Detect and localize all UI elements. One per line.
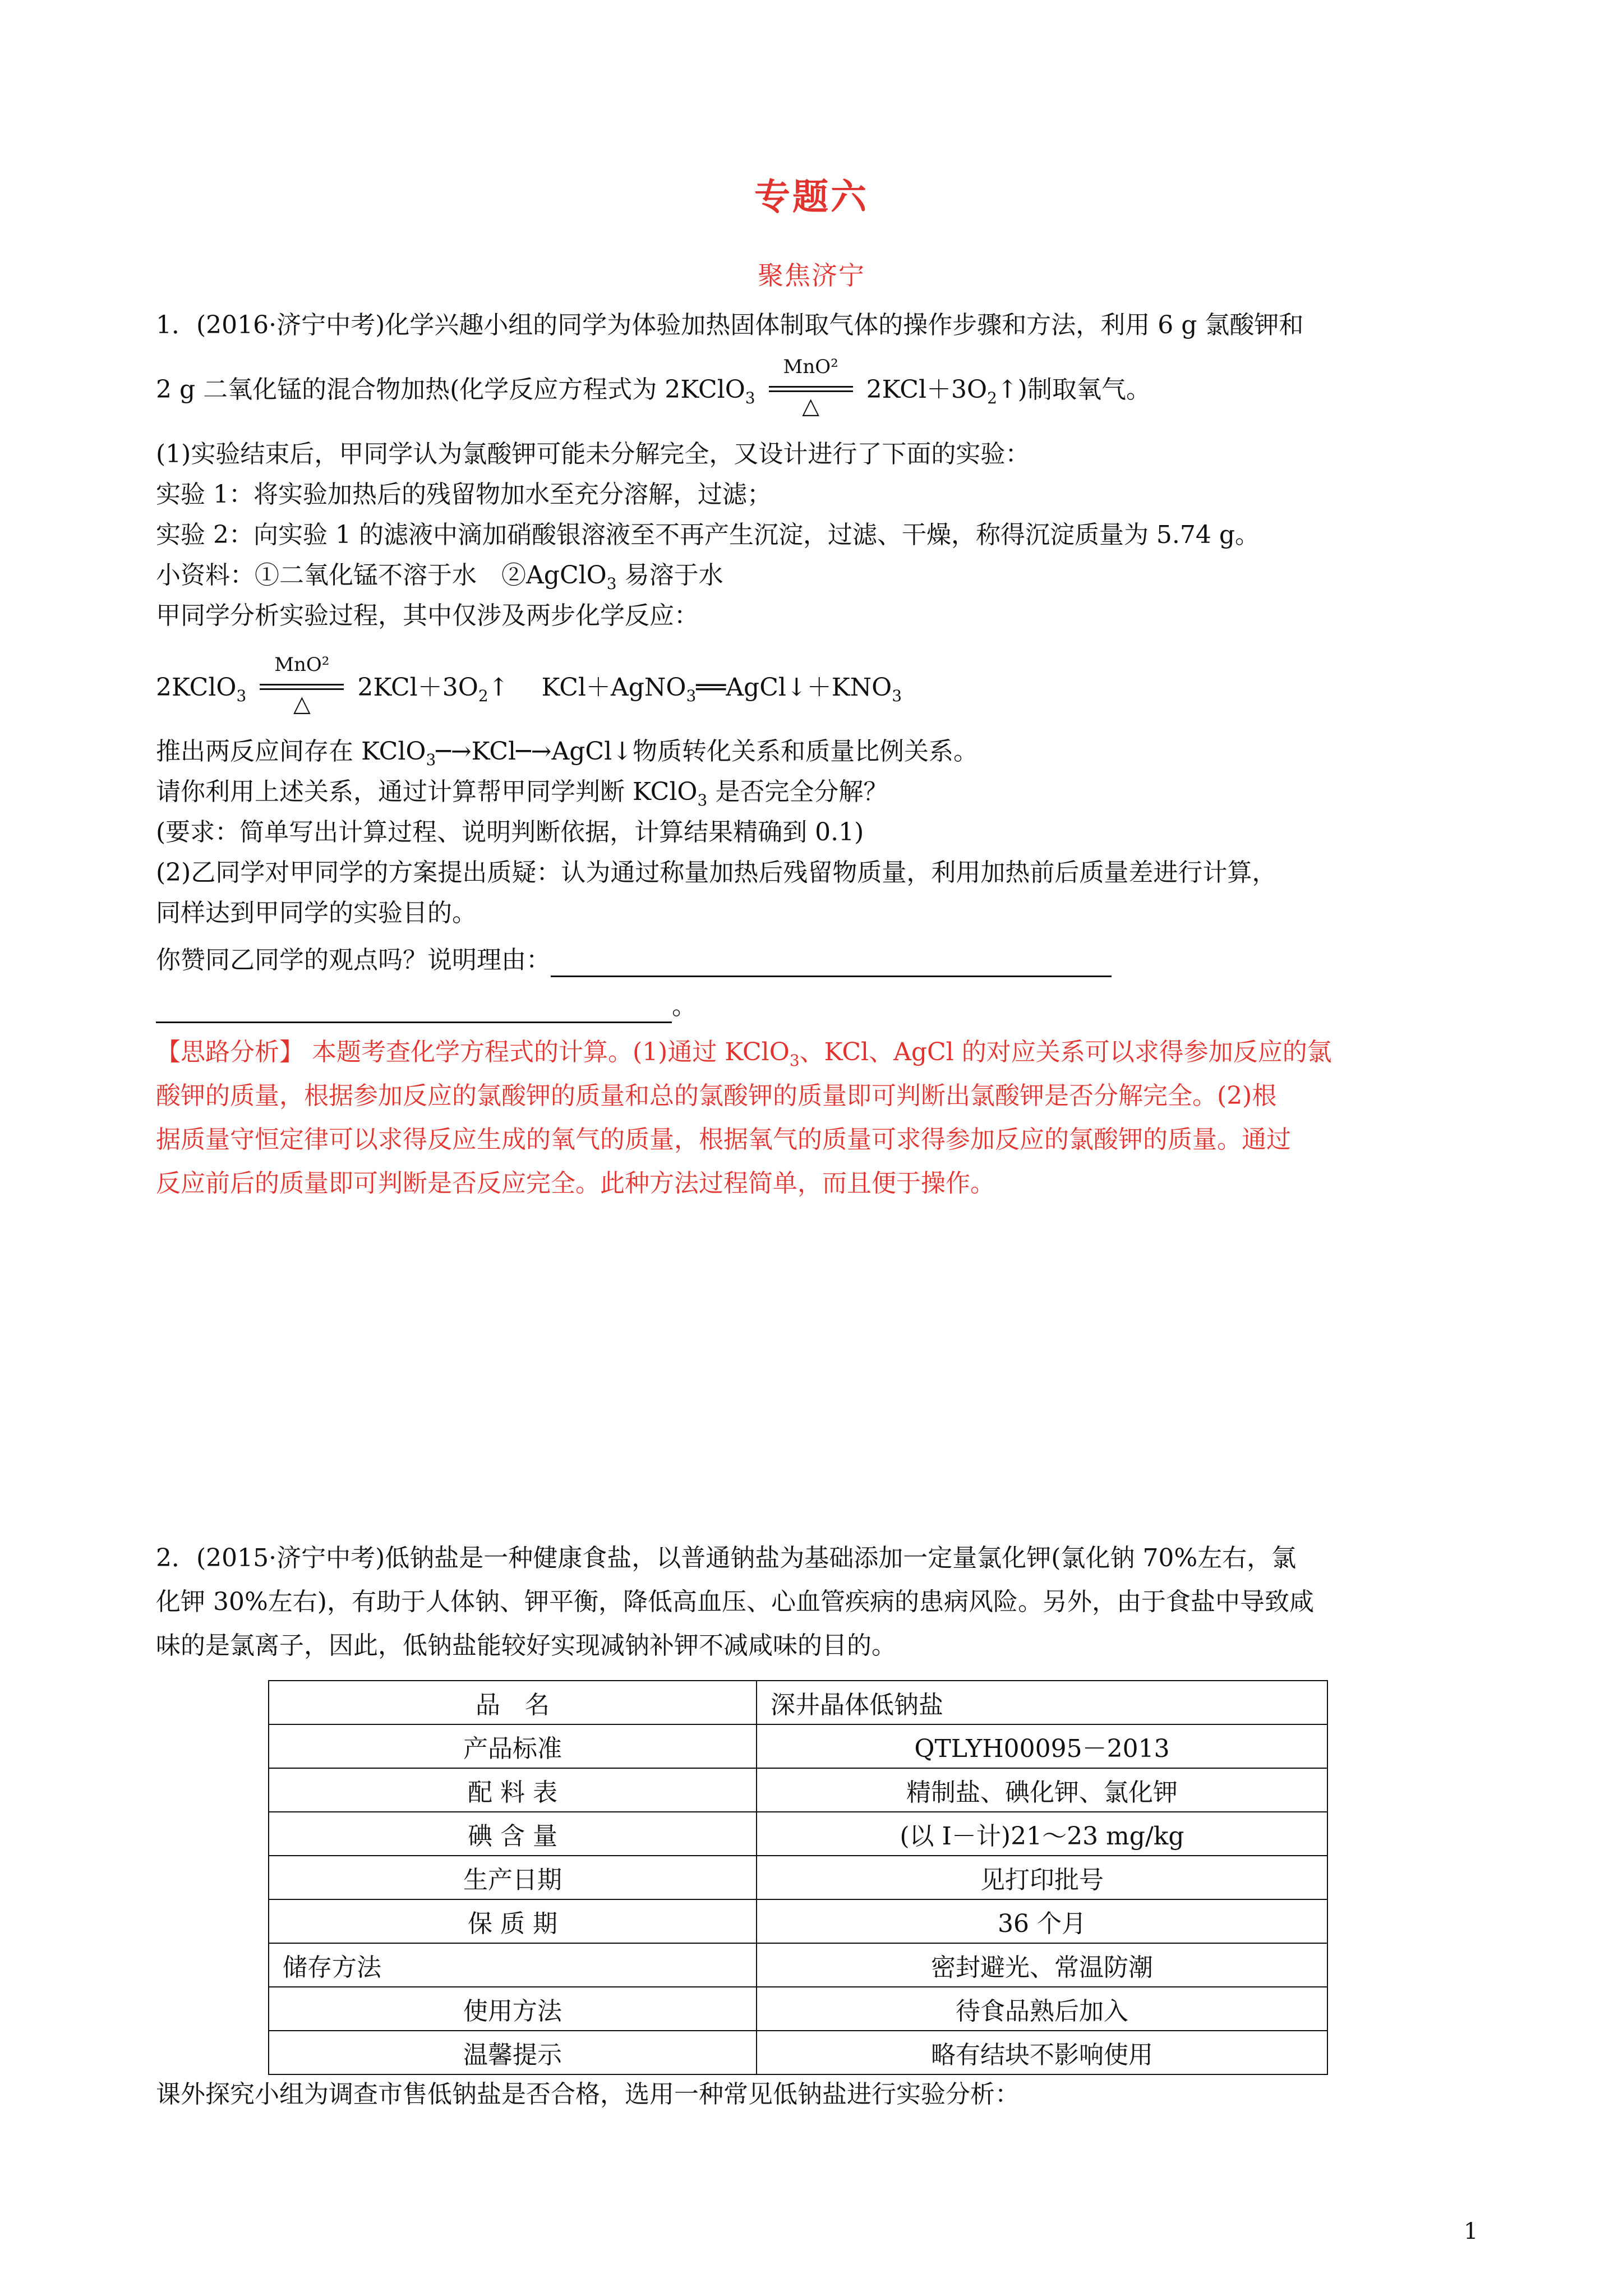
q1-relation: 推出两反应间存在 KClO$_3$─→KCl─→AgCl↓物质转化关系和质量比例关系。	[156, 737, 979, 769]
q2-line3: 味的是氯离子，因此，低钠盐能较好实现减钠补钾不减咸味的目的。	[156, 1631, 896, 1660]
q1-experiment1: 实验 1：将实验加热后的残留物加水至充分溶解，过滤；	[156, 480, 772, 509]
table-cell: 密封避光、常温防潮	[757, 1943, 1327, 1987]
table-cell: 产品标准	[269, 1724, 757, 1768]
table-cell: 品 名	[269, 1681, 757, 1724]
table-row	[269, 1899, 1327, 1943]
q2-line2: 化钾 30%左右)，有助于人体钠、钾平衡，降低高血压、心血管疾病的患病风险。另外，由于食盐中导致咸	[156, 1588, 1314, 1616]
q2-after-table: 课外探究小组为调查市售低钠盐是否合格，选用一种常见低钠盐进行实验分析：	[156, 2080, 1020, 2109]
q1-question: 请你利用上述关系，通过计算帮甲同学判断 KClO$_3$ 是否完全分解？	[156, 777, 888, 809]
table-cell: 精制盐、碘化钾、氯化钾	[757, 1768, 1327, 1812]
table-row	[269, 1724, 1327, 1768]
table-cell: (以 I－计)21～23 mg/kg	[757, 1812, 1327, 1856]
analysis-line3: 据质量守恒定律可以求得反应生成的氧气的质量，根据氧气的质量可求得参加反应的氯酸钾的质量。通过	[156, 1125, 1291, 1154]
reaction-condition: MnO² △	[769, 375, 853, 408]
q1-equations: 2KClO$_3$ MnO² △ $2KCl+3O_2↑$ $KCl+AgNO_3══AgCl↓+KNO_3$	[156, 653, 902, 717]
table-cell: 待食品熟后加入	[757, 1987, 1327, 2031]
table-cell: 36 个月	[757, 1899, 1327, 1943]
q1-opinion-continued: 。	[156, 990, 1485, 1023]
q1-part1: (1)实验结束后，甲同学认为氯酸钾可能未分解完全，又设计进行了下面的实验：	[156, 440, 1030, 468]
table-row	[269, 1768, 1327, 1812]
q1-intro-line2: 2 g 二氧化锰的混合物加热(化学反应方程式为 2KClO$_3$ MnO² △ $2KCl+3O_2↑$)制取氧气。	[156, 355, 1151, 419]
table-row	[269, 2031, 1327, 2074]
q1-intro-line1: 1．(2016·济宁中考)化学兴趣小组的同学为体验加热固体制取气体的操作步骤和方法，利用 6 g 氯酸钾和	[156, 311, 1304, 339]
table-cell: 略有结块不影响使用	[757, 2031, 1327, 2074]
table-row	[269, 1812, 1327, 1856]
q2-line1: 2．(2015·济宁中考)低钠盐是一种健康食盐，以普通钠盐为基础添加一定量氯化钾(氯化钠 70%左右，氯	[156, 1544, 1297, 1572]
q1-part2-line1: (2)乙同学对甲同学的方案提出质疑：认为通过称量加热后残留物质量，利用加热前后质量差进行计算，	[156, 858, 1277, 887]
table-cell: 保 质 期	[269, 1899, 757, 1943]
q1-requirement: (要求：简单写出计算过程、说明判断依据，计算结果精确到 0.1)	[156, 818, 864, 846]
analysis-line2: 酸钾的质量，根据参加反应的氯酸钾的质量和总的氯酸钾的质量即可判断出氯酸钾是否分解完全。(2)根	[156, 1082, 1277, 1110]
table-cell: 深井晶体低钠盐	[757, 1681, 1327, 1724]
analysis-label: 【思路分析】	[156, 1038, 304, 1066]
equation-condition: MnO² △	[260, 673, 344, 706]
q1-info: 小资料：①二氧化锰不溶于水 ②AgClO$_3$ 易溶于水	[156, 561, 723, 593]
q1-experiment2: 实验 2：向实验 1 的滤液中滴加硝酸银溶液至不再产生沉淀，过滤、干燥，称得沉淀质量为 5.74 g。	[156, 521, 1260, 549]
page-subtitle: 聚焦济宁	[758, 260, 865, 291]
table-cell: 温馨提示	[269, 2031, 757, 2074]
table-cell: 见打印批号	[757, 1856, 1327, 1899]
table-row	[269, 1943, 1327, 1987]
q1-analysis-intro: 甲同学分析实验过程，其中仅涉及两步化学反应：	[156, 601, 699, 630]
answer-blank-2[interactable]	[156, 993, 672, 1023]
q1-opinion: 你赞同乙同学的观点吗？说明理由：	[156, 944, 1485, 977]
table-cell: 生产日期	[269, 1856, 757, 1899]
table-cell: 储存方法	[269, 1943, 757, 1987]
table-cell: 使用方法	[269, 1987, 757, 2031]
analysis-line4: 反应前后的质量即可判断是否反应完全。此种方法过程简单，而且便于操作。	[156, 1169, 995, 1198]
table-cell: 碘 含 量	[269, 1812, 757, 1856]
table-row	[269, 1987, 1327, 2031]
page-number: 1	[1464, 2219, 1478, 2244]
answer-blank[interactable]	[551, 947, 1112, 977]
table-row	[269, 1856, 1327, 1899]
page-title: 专题六	[754, 176, 869, 218]
table-cell: 配 料 表	[269, 1768, 757, 1812]
analysis-line1: 【思路分析】 本题考查化学方程式的计算。(1)通过 KClO$_3$、KCl、AgCl 的对应关系可以求得参加反应的氯	[156, 1038, 1332, 1070]
table-cell: QTLYH00095－2013	[757, 1724, 1327, 1768]
table-row	[269, 1681, 1327, 1724]
q1-part2-line2: 同样达到甲同学的实验目的。	[156, 899, 477, 927]
product-info-table	[268, 1680, 1328, 2075]
